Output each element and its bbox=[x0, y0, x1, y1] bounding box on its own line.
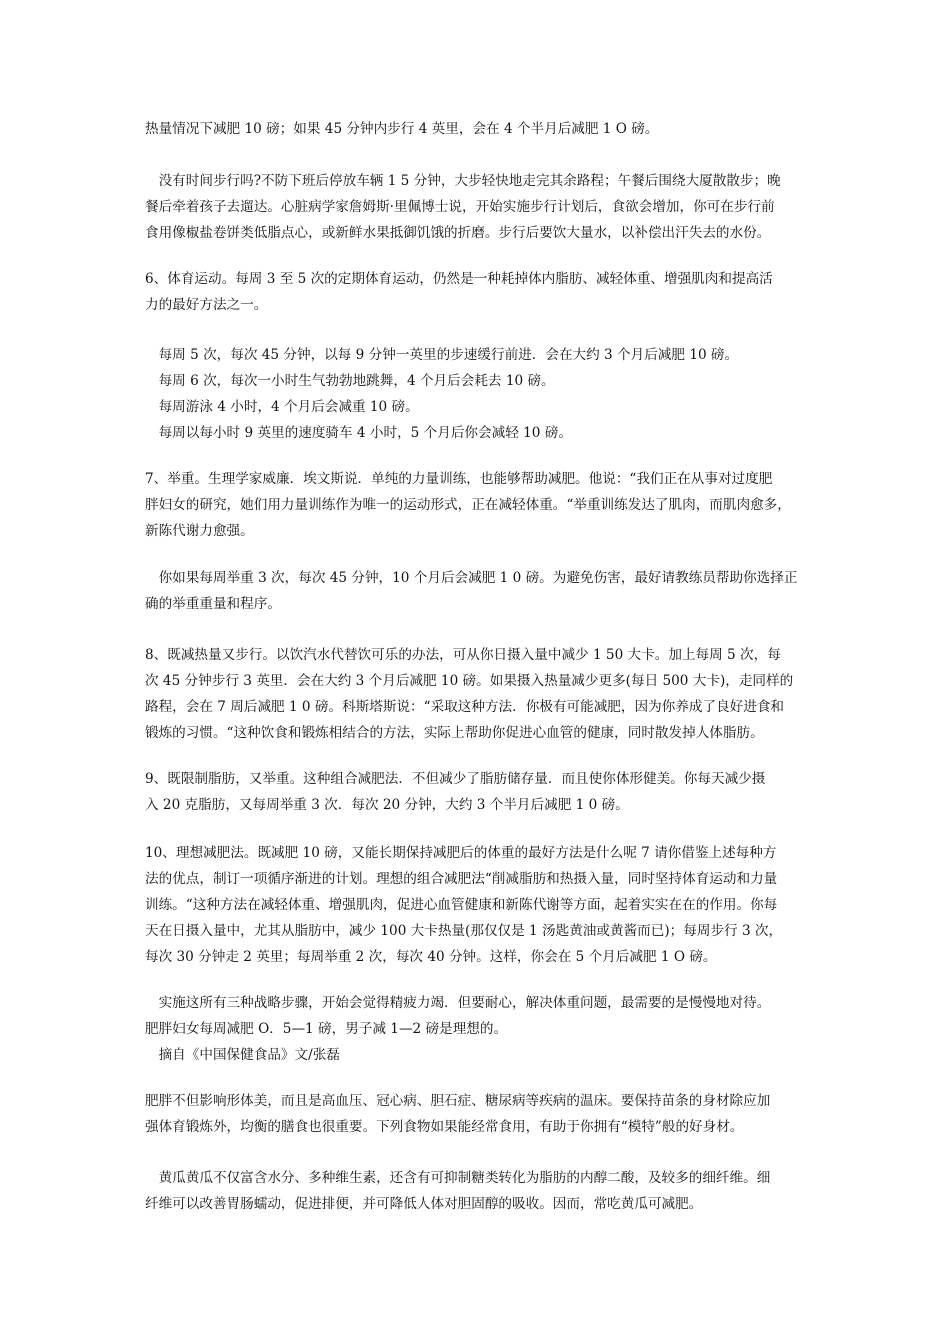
paragraph-walking-summary bbox=[145, 116, 811, 142]
paragraph-obesity-intro bbox=[145, 1088, 811, 1140]
paragraph-strategy-conclusion bbox=[145, 990, 811, 1068]
paragraph-no-time-to-walk bbox=[145, 168, 811, 246]
text-line: 锻炼的习惯。“这种饮食和锻炼相结合的方法，实际上帮助你促进心血管的健康，同时散发掉人体脂肪。 bbox=[145, 725, 764, 741]
text-line: 没有时间步行吗?不防下班后停放车辆 1 5 分钟，大步轻快地走完其余路程；午餐后围绕大厦散散步；晚 bbox=[145, 173, 781, 189]
text-line: 实施这所有三种战略步骤，开始会觉得精疲力竭．但要耐心，解决体重问题，最需要的是慢慢地对待。 bbox=[145, 995, 771, 1011]
text-line: 强体育锻炼外，均衡的膳食也很重要。下列食物如果能经常食用，有助于你拥有“模特”般的好身材。 bbox=[145, 1119, 744, 1135]
text-line: 每次 30 分钟走 2 英里；每周举重 2 次，每次 40 分钟。这样，你会在 5 个月后减肥 1 O 磅。 bbox=[145, 949, 717, 965]
text-line: 法的优点，制订一项循序渐进的计划。理想的组合减肥法“削减脂肪和热摄入量，同时坚持体育运动和力量 bbox=[145, 871, 778, 887]
text-line: 9、既限制脂肪，又举重。这种组合减肥法．不但减少了脂肪储存量．而且使你体形健美。你每天减少摄 bbox=[145, 771, 766, 787]
text-line: 肥胖不但影响形体美，而且是高血压、冠心病、胆石症、糖尿病等疾病的温床。要保持苗条的身材除应加 bbox=[145, 1093, 771, 1109]
text-line: 纤维可以改善胃肠蠕动，促进排便，并可降低人体对胆固醇的吸收。因而，常吃黄瓜可减肥。 bbox=[145, 1196, 703, 1212]
text-line: 入 20 克脂肪，又每周举重 3 次．每次 20 分钟，大约 3 个半月后减肥 1 0 磅。 bbox=[145, 797, 629, 813]
text-line: 力的最好方法之一。 bbox=[145, 297, 268, 313]
text-line: 训练。“这种方法在减轻体重、增强肌肉，促进心血管健康和新陈代谢等方面，起着实实在在的作用。你每 bbox=[145, 897, 778, 913]
text-line: 新陈代谢力愈强。 bbox=[145, 523, 254, 539]
text-line: 次 45 分钟步行 3 英里．会在大约 3 个月后减肥 10 磅。如果摄入热量减少更多(每日 500 大卡)，走同样的 bbox=[145, 673, 794, 689]
list-exercise-schedules bbox=[145, 342, 811, 446]
text-line: 胖妇女的研究，她们用力量训练作为唯一的运动形式，正在减轻体重。“举重训练发达了肌肉，而肌肉愈多， bbox=[145, 497, 791, 513]
list-item: 每周 6 次，每次一小时生气勃勃地跳舞，4 个月后会耗去 10 磅。 bbox=[145, 373, 555, 389]
paragraph-weightlifting-plan bbox=[145, 565, 811, 617]
text-line: 10、理想减肥法。既减肥 10 磅，又能长期保持减肥后的体重的最好方法是什么呢 7 请你借鉴上述每种方 bbox=[145, 845, 777, 861]
paragraph-section-8-calories-walking bbox=[145, 642, 811, 746]
text-line: 热量情况下减肥 10 磅；如果 45 分钟内步行 4 英里，会在 4 个半月后减肥 1 O 磅。 bbox=[145, 121, 659, 137]
list-item: 每周以每小时 9 英里的速度骑车 4 小时，5 个月后你会减轻 10 磅。 bbox=[145, 425, 572, 441]
paragraph-section-6-sports bbox=[145, 266, 811, 318]
paragraph-section-9-fat-limit bbox=[145, 766, 811, 818]
text-line: 6、体育运动。每周 3 至 5 次的定期体育运动，仍然是一种耗掉体内脂肪、减轻体重、增强肌肉和提高活 bbox=[145, 271, 773, 287]
text-line: 确的举重重量和程序。 bbox=[145, 596, 281, 612]
list-item: 每周游泳 4 小时，4 个月后会减重 10 磅。 bbox=[145, 399, 419, 415]
text-line: 肥胖妇女每周减肥 O．5—1 磅，男子减 1—2 磅是理想的。 bbox=[145, 1021, 508, 1037]
paragraph-section-10-ideal-method bbox=[145, 840, 811, 970]
text-line: 黄瓜黄瓜不仅富含水分、多种维生素，还含有可抑制糖类转化为脂肪的内醇二酸，及较多的细纤维。细 bbox=[145, 1170, 771, 1186]
text-line: 路程，会在 7 周后减肥 1 0 磅。科斯塔斯说：“采取这种方法．你极有可能减肥，因为你养成了良好进食和 bbox=[145, 699, 785, 715]
text-line: 食用像椒盐卷饼类低脂点心，或新鲜水果抵御饥饿的折磨。步行后要饮大量水，以补偿出汗失去的水份。 bbox=[145, 225, 771, 241]
text-line: 你如果每周举重 3 次，每次 45 分钟，10 个月后会减肥 1 0 磅。为避免伤害，最好请教练员帮助你选择正 bbox=[145, 570, 798, 586]
text-line: 8、既减热量又步行。以饮汽水代替饮可乐的办法，可从你日摄入量中减少 1 50 大卡。加上每周 5 次，每 bbox=[145, 647, 781, 663]
paragraph-cucumber bbox=[145, 1165, 811, 1217]
paragraph-section-7-weightlifting bbox=[145, 466, 811, 544]
list-item: 每周 5 次，每次 45 分钟，以每 9 分钟一英里的步速缓行前进．会在大约 3 个月后减肥 10 磅。 bbox=[145, 347, 739, 363]
text-line: 7、举重。生理学家威廉．埃文斯说．单纯的力量训练，也能够帮助减肥。他说：“我们正在从事对过度肥 bbox=[145, 471, 773, 487]
text-line: 餐后牵着孩子去遛达。心脏病学家詹姆斯·里佩博士说，开始实施步行计划后，食欲会增加，你可在步行前 bbox=[145, 199, 775, 215]
text-line: 天在日摄入量中，尤其从脂肪中，减少 100 大卡热量(那仅仅是 1 汤匙黄油或黄酱而已)；每周步行 3 次， bbox=[145, 923, 783, 939]
source-attribution: 摘自《中国保健食品》文/张磊 bbox=[145, 1047, 340, 1063]
